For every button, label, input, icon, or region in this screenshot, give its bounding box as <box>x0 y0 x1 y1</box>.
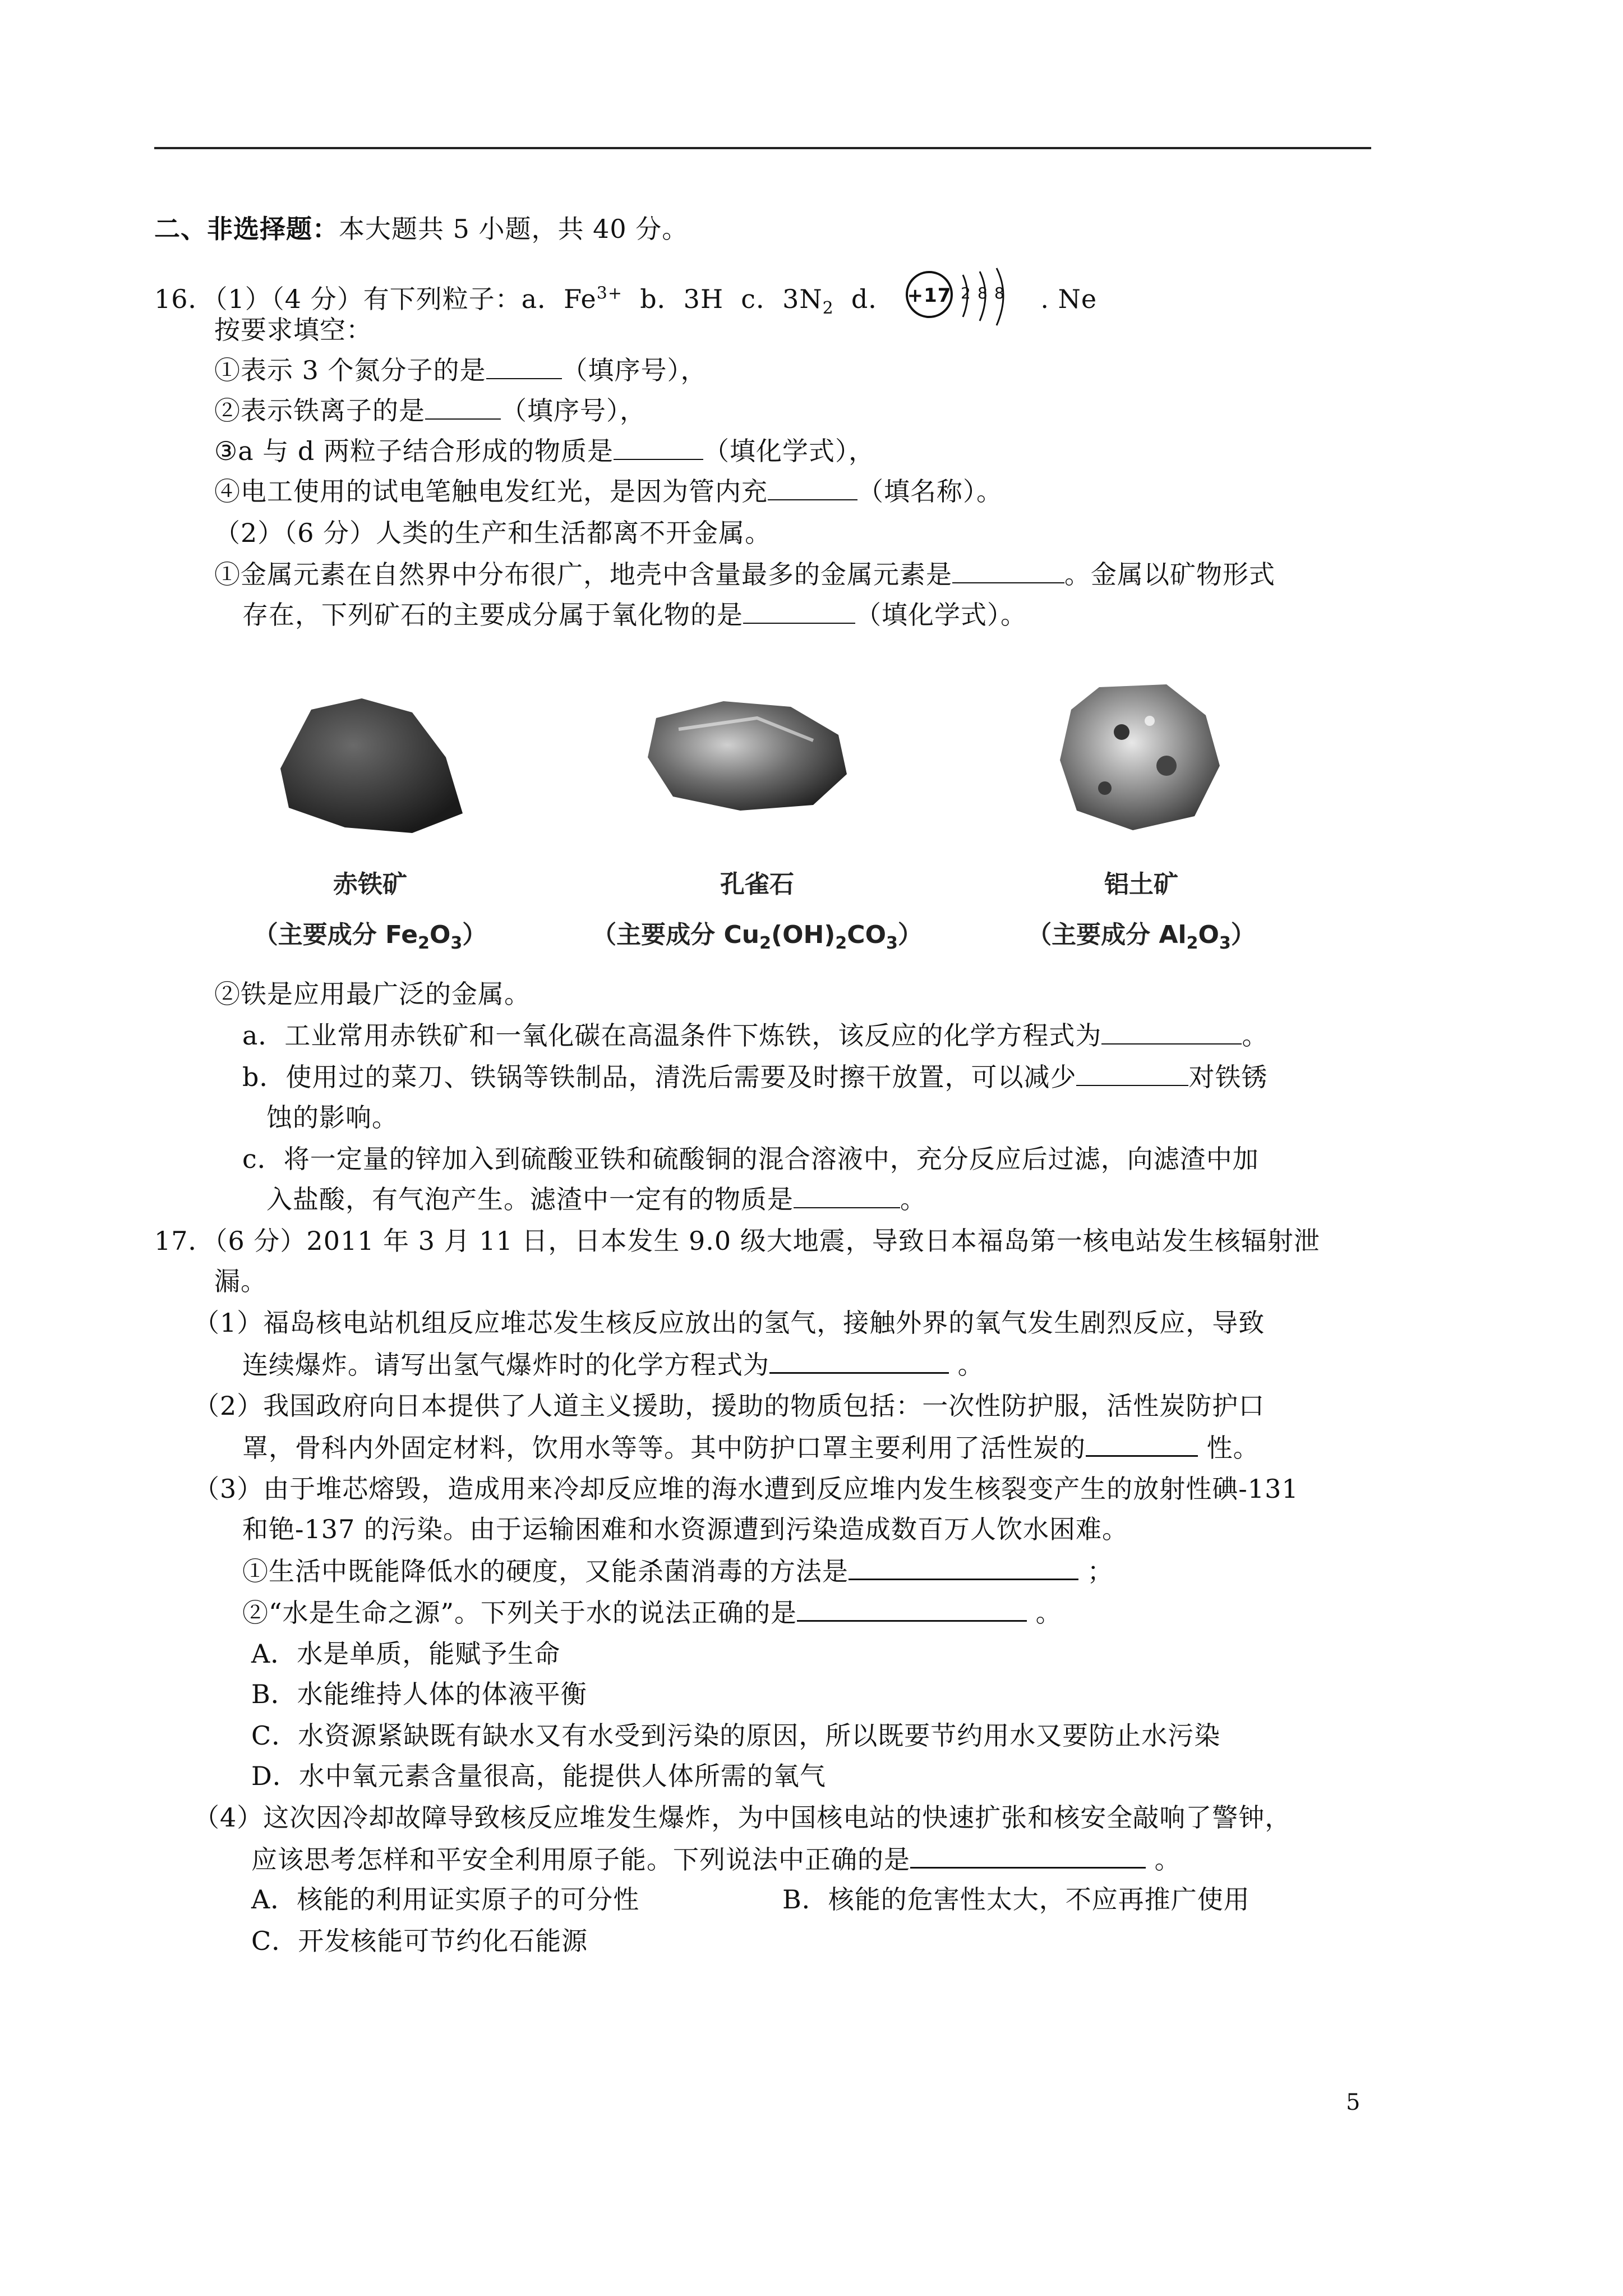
q17-part4-line2: 应该思考怎样和平安全利用原子能。下列说法中正确的是 。 <box>251 1842 1181 1876</box>
answer-blank[interactable] <box>486 353 562 379</box>
bauxite-rock-image <box>1054 682 1223 833</box>
q16-instruction: 按要求填空： <box>214 315 372 345</box>
q17-part4-option-a: A．核能的利用证实原子的可分性 <box>251 1884 640 1915</box>
answer-blank[interactable] <box>1076 1060 1188 1086</box>
answer-blank[interactable] <box>743 598 855 624</box>
malachite-rock-image <box>645 696 852 813</box>
q17-part1-line1: （1）福岛核电站机组反应堆芯发生核反应放出的氢气，接触外界的氧气发生剧烈反应，导致 <box>193 1308 1265 1338</box>
atom-nucleus-label: +17 <box>907 284 952 307</box>
q16-part2-b-line1: b．使用过的菜刀、铁锅等铁制品，清洗后需要及时擦干放置，可以减少 对铁锈 <box>242 1060 1267 1094</box>
q16-part2-a: a．工业常用赤铁矿和一氧化碳在高温条件下炼铁，该反应的化学方程式为 。 <box>242 1019 1268 1052</box>
q17-part3-item2: ②“水是生命之源”。下列关于水的说法正确的是 。 <box>242 1595 1062 1630</box>
q16-item-3: ③a 与 d 两粒子结合形成的物质是 （填化学式）， <box>214 434 875 468</box>
q16-part2-b-line2: 蚀的影响。 <box>266 1102 398 1133</box>
section-heading: 二、非选择题：本大题共 5 小题，共 40 分。 <box>154 214 689 244</box>
atom-shell-2-count: 8 <box>978 284 989 302</box>
mineral-name-hematite: 赤铁矿 <box>333 870 407 899</box>
mineral-name-malachite: 孔雀石 <box>720 870 794 899</box>
q16-part2-c-line1: c．将一定量的锌加入到硫酸亚铁和硫酸铜的混合溶液中，充分反应后过滤，向滤渣中加 <box>242 1144 1259 1174</box>
answer-blank[interactable] <box>614 434 703 460</box>
mineral-name-bauxite: 铝土矿 <box>1104 870 1178 899</box>
answer-blank[interactable] <box>425 394 501 420</box>
q17-part3-option-b: B．水能维持人体的体液平衡 <box>251 1679 587 1709</box>
mineral-composition-bauxite: （主要成分 $Al_2O_3$） <box>1027 921 1256 953</box>
mineral-composition-hematite: （主要成分 $Fe_2O_3$） <box>253 921 487 953</box>
q16-part2-intro: （2）（6 分）人类的生产和生活都离不开金属。 <box>214 518 772 548</box>
q16-part2-item1-line1: ①金属元素在自然界中分布很广，地壳中含量最多的金属元素是 。金属以矿物形式 <box>214 558 1275 591</box>
mineral-composition-malachite: （主要成分 $Cu_2(OH)_2CO_3$） <box>592 921 923 953</box>
answer-blank[interactable] <box>1101 1019 1242 1045</box>
header-rule <box>154 147 1371 149</box>
q17-intro-line1: 17．（6 分）2011 年 3 月 11 日，日本发生 9.0 级大地震，导致日本福岛第一核电站发生核辐射泄 <box>154 1226 1320 1256</box>
q16-item-4: ④电工使用的试电笔触电发红光，是因为管内充 （填名称）。 <box>214 475 1003 508</box>
q16-intro-line: 16．（1）（4 分）有下列粒子：a．$Fe^{3+}$ b．3H c．$3N_2$ d． +17 2 8 8 . Ne <box>154 264 1097 339</box>
answer-blank[interactable] <box>797 1595 1027 1622</box>
q17-part4-option-b: B．核能的危害性太大，不应再推广使用 <box>782 1884 1250 1915</box>
answer-blank[interactable] <box>1086 1430 1198 1457</box>
q17-part3-line1: （3）由于堆芯熔毁，造成用来冷却反应堆的海水遭到反应堆内发生核裂变产生的放射性碘-131 <box>193 1474 1299 1504</box>
hematite-rock-image <box>278 696 465 836</box>
q17-part2-line1: （2）我国政府向日本提供了人道主义援助，援助的物质包括：一次性防护服，活性炭防护口 <box>193 1391 1265 1421</box>
q17-part3-item1: ①生活中既能降低水的硬度，又能杀菌消毒的方法是 ； <box>242 1554 1114 1588</box>
atom-shell-3-count: 8 <box>994 284 1006 302</box>
q16-item-1: ①表示 3 个氮分子的是 （填序号）， <box>214 353 707 387</box>
q17-part3-option-a: A．水是单质，能赋予生命 <box>251 1639 561 1669</box>
q16-item-2: ②表示铁离子的是 （填序号）， <box>214 394 646 427</box>
q17-part1-line2: 连续爆炸。请写出氢气爆炸时的化学方程式为 。 <box>242 1347 984 1382</box>
q16-part2-item2: ②铁是应用最广泛的金属。 <box>214 979 531 1009</box>
q17-part3-option-d: D．水中氧元素含量很高，能提供人体所需的氧气 <box>251 1761 826 1791</box>
page-number: 5 <box>1346 2090 1361 2115</box>
q17-part4-line1: （4）这次因冷却故障导致核反应堆发生爆炸，为中国核电站的快速扩张和核安全敲响了警钟， <box>193 1802 1292 1833</box>
answer-blank[interactable] <box>910 1842 1146 1869</box>
answer-blank[interactable] <box>849 1554 1078 1580</box>
q16-part2-item1-line2: 存在，下列矿石的主要成分属于氧化物的是 （填化学式）。 <box>242 598 1027 632</box>
answer-blank[interactable] <box>768 475 857 500</box>
q17-part4-option-c: C．开发核能可节约化石能源 <box>251 1926 588 1956</box>
q17-part2-line2: 罩，骨科内外固定材料，饮用水等等。其中防护口罩主要利用了活性炭的 性。 <box>242 1430 1260 1465</box>
atom-shell-1-count: 2 <box>961 284 972 302</box>
q17-part3-line2: 和铯-137 的污染。由于运输困难和水资源遭到污染造成数百万人饮水困难。 <box>242 1514 1128 1544</box>
answer-blank[interactable] <box>952 558 1064 583</box>
q16-part2-c-line2: 入盐酸，有气泡产生。滤渣中一定有的物质是 。 <box>266 1182 926 1216</box>
answer-blank[interactable] <box>794 1182 900 1208</box>
answer-blank[interactable] <box>769 1347 949 1374</box>
atom-structure-diagram <box>900 264 1035 339</box>
q17-intro-line2: 漏。 <box>214 1266 267 1296</box>
q17-part3-option-c: C．水资源紧缺既有缺水又有水受到污染的原因，所以既要节约用水又要防止水污染 <box>251 1720 1221 1751</box>
